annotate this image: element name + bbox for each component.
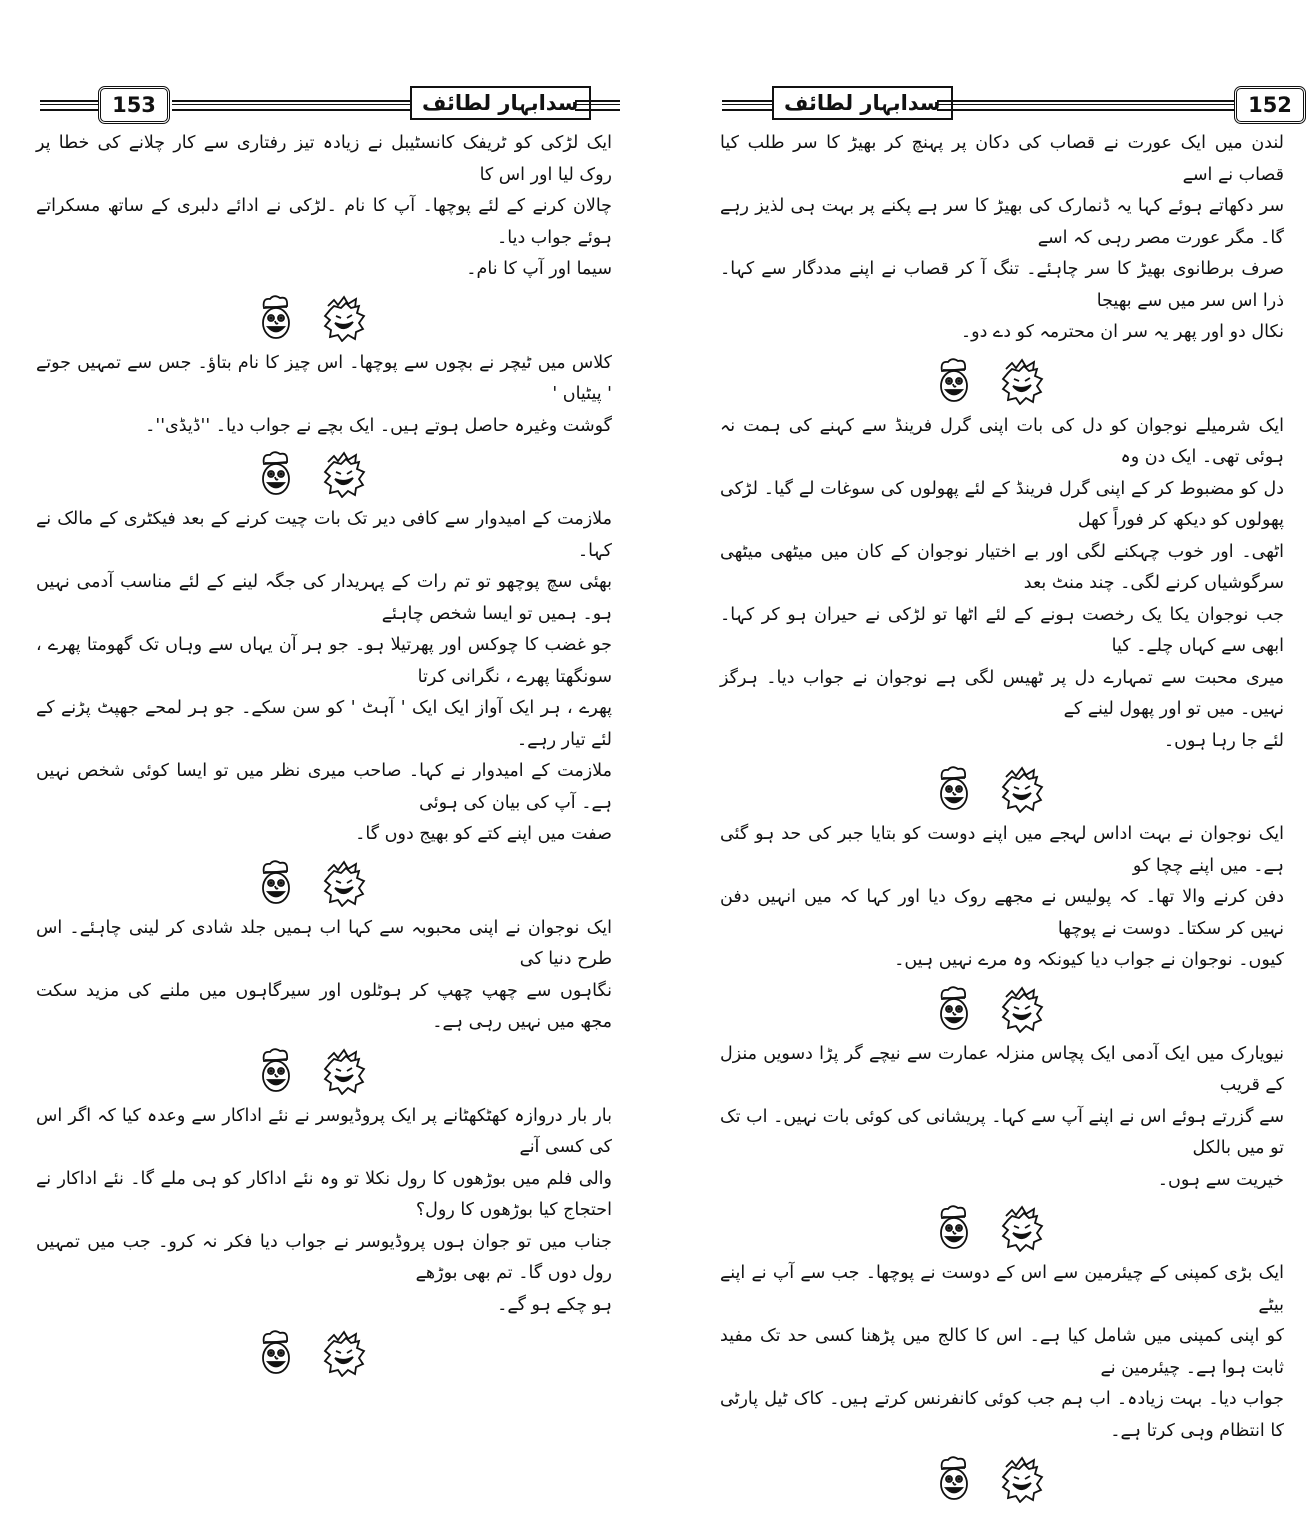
- laughing-face-icon: [322, 1047, 366, 1095]
- text-line: نیویارک میں ایک آدمی ایک پچاس منزلہ عمارت سے نیچے گر پڑا دسویں منزل کے قریب: [720, 1043, 1284, 1095]
- chef-face-icon: [254, 859, 298, 907]
- text-line: والی فلم میں بوڑھوں کا رول نکلا تو وہ نئے اداکار کو ہی ملے گا۔ نئے اداکار نے احتجاج کیا بوڑھوں کا رول؟: [36, 1168, 612, 1220]
- header-rule: [937, 100, 1237, 111]
- text-line: ملازمت کے امیدوار سے کافی دیر تک بات چیت کرنے کے بعد فیکٹری کے مالک نے کہا۔: [36, 509, 612, 561]
- text-line: دل کو مضبوط کر کے اپنی گرل فرینڈ کے لئے پھولوں کی سوغات لے گیا۔ لڑکی پھولوں کو دیکھ کر فوراً کھل: [720, 478, 1284, 530]
- text-line: کلاس میں ٹیچر نے بچوں سے پوچھا۔ اس چیز کا نام بتاؤ۔ جس سے تمہیں جوتے ' پیٹیاں ': [36, 352, 612, 404]
- chef-face-icon: [932, 1204, 976, 1252]
- header-rule: [575, 100, 620, 111]
- laughing-face-icon: [1000, 765, 1044, 813]
- page-number: 152: [1234, 86, 1306, 124]
- joke: [36, 348, 612, 443]
- text-line: سیما اور آپ کا نام۔: [466, 259, 612, 279]
- laughing-face-icon: [322, 859, 366, 907]
- chef-face-icon: [932, 765, 976, 813]
- chef-face-icon: [254, 294, 298, 342]
- text-line: ایک بڑی کمپنی کے چیئرمین سے اس کے دوست نے پوچھا۔ جب سے آپ نے اپنے بیٹے: [720, 1263, 1284, 1315]
- text-line: لئے جا رہا ہوں۔: [1163, 730, 1284, 751]
- text-line: ملازمت کے امیدوار نے کہا۔ صاحب میری نظر میں تو ایسا کوئی شخص نہیں ہے۔ آپ کی بیان کی ہوئی: [36, 761, 612, 813]
- text-line: گوشت وغیرہ حاصل ہوتے ہیں۔ ایک بچے نے جواب دیا۔ ''ڈیڈی''۔: [145, 415, 612, 436]
- chef-face-icon: [932, 357, 976, 405]
- page-body: [36, 128, 612, 1383]
- text-line: نکال دو اور پھر یہ سر ان محترمہ کو دے دو۔: [960, 322, 1284, 342]
- text-line: صرف برطانوی بھیڑ کا سر چاہئے۔ تنگ آ کر قصاب نے اپنے مددگار سے کہا۔ ذرا اس سر میں سے بھیجا: [720, 259, 1284, 311]
- text-line: بھئی سچ پوچھو تو تم رات کے پہریدار کی جگہ لینے کے لئے مناسب آدمی نہیں ہو۔ ہمیں تو ایسا شخص چاہئے: [36, 572, 612, 624]
- page-number: 153: [98, 86, 170, 124]
- text-line: جواب دیا۔ بہت زیادہ۔ اب ہم جب کوئی کانفرنس کرتے ہیں۔ کاک ٹیل پارٹی کا انتظام وہی کرتا ہے۔: [720, 1389, 1284, 1441]
- joke: [720, 819, 1284, 977]
- joke: [36, 128, 612, 286]
- text-line: ایک نوجوان نے بہت اداس لہجے میں اپنے دوست کو بتایا جبر کی حد ہو گئی ہے۔ میں اپنے چچا کو: [720, 824, 1284, 876]
- joke: [720, 128, 1284, 349]
- laughing-face-icon: [1000, 1204, 1044, 1252]
- page-body: [720, 128, 1284, 1509]
- laughing-face-icon: [1000, 1455, 1044, 1503]
- text-line: جب نوجوان یکا یک رخصت ہونے کے لئے اٹھا تو لڑکی نے حیران ہو کر کہا۔ ابھی سے کہاں چلے۔ کیا: [720, 604, 1284, 656]
- text-line: لندن میں ایک عورت نے قصاب کی دکان پر پہنچ کر بھیڑ کا سر طلب کیا قصاب نے اسے: [720, 133, 1284, 185]
- text-line: ایک نوجوان نے اپنی محبوبہ سے کہا اب ہمیں جلد شادی کر لینی چاہئے۔ اس طرح دنیا کی: [36, 917, 612, 969]
- text-line: خیریت سے ہوں۔: [1157, 1169, 1284, 1190]
- header-rule: [722, 100, 772, 111]
- header-rule: [40, 100, 100, 111]
- separator: [720, 1196, 1284, 1258]
- running-title: سدابہار لطائف: [772, 86, 953, 120]
- text-line: جو غضب کا چوکس اور پھرتیلا ہو۔ جو ہر آن یہاں سے وہاں تک گھومتا پھرے ، سونگھتا پھرے ، نگرانی کرتا: [36, 635, 612, 687]
- separator: [36, 1321, 612, 1383]
- text-line: نگاہوں سے چھپ چھپ کر ہوٹلوں اور سیرگاہوں میں ملنے کی مزید سکت مجھ میں نہیں رہی ہے۔: [36, 980, 612, 1032]
- text-line: ایک شرمیلے نوجوان کو دل کی بات اپنی گرل فرینڈ سے کہنے کی ہمت نہ ہوئی تھی۔ ایک دن وہ: [720, 415, 1284, 467]
- text-line: چالان کرنے کے لئے پوچھا۔ آپ کا نام ۔لڑکی نے ادائے دلبری کے ساتھ مسکراتے ہوئے جواب دیا۔: [36, 196, 612, 248]
- chef-face-icon: [254, 1047, 298, 1095]
- text-line: بار بار دروازہ کھٹکھٹانے پر ایک پروڈیوسر نے نئے اداکار سے وعدہ کیا کہ اگر اس کی کسی آنے: [36, 1105, 612, 1157]
- page-header: [722, 86, 1297, 126]
- text-line: میری محبت سے تمہارے دل پر ٹھیس لگی ہے نوجوان نے جواب دیا۔ ہرگز نہیں۔ میں تو اور پھول لینے کے: [720, 667, 1284, 719]
- text-line: اٹھی۔ اور خوب چہکنے لگی اور بے اختیار نوجوان کے کان میں میٹھی میٹھی سرگوشیاں کرنے لگی۔ چند منٹ بعد: [720, 541, 1284, 593]
- joke: [720, 1039, 1284, 1197]
- laughing-face-icon: [322, 1329, 366, 1377]
- right-page: [660, 0, 1313, 1441]
- text-line: سر دکھاتے ہوئے کہا یہ ڈنمارک کی بھیڑ کا سر ہے پکنے پر بہت ہی لذیز رہے گا۔ مگر عورت مصر رہی کہ اسے: [720, 196, 1284, 248]
- laughing-face-icon: [1000, 985, 1044, 1033]
- text-line: پھرے ، ہر ایک آواز ایک ایک ' آہٹ ' کو سن سکے۔ جو ہر لمحے جھپٹ پڑنے کے لئے تیار رہے۔: [36, 698, 612, 750]
- separator: [720, 349, 1284, 411]
- text-line: ہو چکے ہو گے۔: [497, 1294, 612, 1315]
- separator: [36, 851, 612, 913]
- header-rule: [172, 100, 410, 111]
- chef-face-icon: [932, 1455, 976, 1503]
- left-page: [0, 0, 650, 1315]
- joke: [36, 913, 612, 1039]
- joke: [720, 411, 1284, 758]
- separator: [36, 286, 612, 348]
- text-line: دفن کرنے والا تھا۔ کہ پولیس نے مجھے روک دیا اور کہا کہ میں انہیں دفن نہیں کر سکتا۔ دوست نے پوچھا: [720, 887, 1284, 939]
- text-line: کیوں۔ نوجوان نے جواب دیا کیونکہ وہ مرے نہیں ہیں۔: [894, 950, 1284, 970]
- joke: [720, 1258, 1284, 1447]
- chef-face-icon: [932, 985, 976, 1033]
- text-line: سے گزرتے ہوئے اس نے اپنے آپ سے کہا۔ پریشانی کی کوئی بات نہیں۔ اب تک تو میں بالکل: [720, 1106, 1284, 1158]
- separator: [720, 757, 1284, 819]
- separator: [720, 977, 1284, 1039]
- laughing-face-icon: [1000, 357, 1044, 405]
- text-line: جناب میں تو جوان ہوں پروڈیوسر نے جواب دیا فکر نہ کرو۔ جب میں تمہیں رول دوں گا۔ تم بھی بوڑھے: [36, 1231, 612, 1283]
- separator: [36, 442, 612, 504]
- chef-face-icon: [254, 450, 298, 498]
- page-header: [40, 86, 620, 126]
- text-line: صفت میں اپنے کتے کو بھیج دوں گا۔: [355, 824, 612, 844]
- joke: [36, 1101, 612, 1322]
- laughing-face-icon: [322, 450, 366, 498]
- separator: [36, 1039, 612, 1101]
- text-line: ایک لڑکی کو ٹریفک کانسٹیبل نے زیادہ تیز رفتاری سے کار چلانے کی خطا پر روک لیا اور اس کا: [36, 133, 612, 185]
- separator: [720, 1447, 1284, 1509]
- running-title: سدابہار لطائف: [410, 86, 591, 120]
- joke: [36, 504, 612, 851]
- text-line: کو اپنی کمپنی میں شامل کیا ہے۔ اس کا کالج میں پڑھنا کسی حد تک مفید ثابت ہوا ہے۔ چیئرمین نے: [720, 1326, 1284, 1378]
- laughing-face-icon: [322, 294, 366, 342]
- chef-face-icon: [254, 1329, 298, 1377]
